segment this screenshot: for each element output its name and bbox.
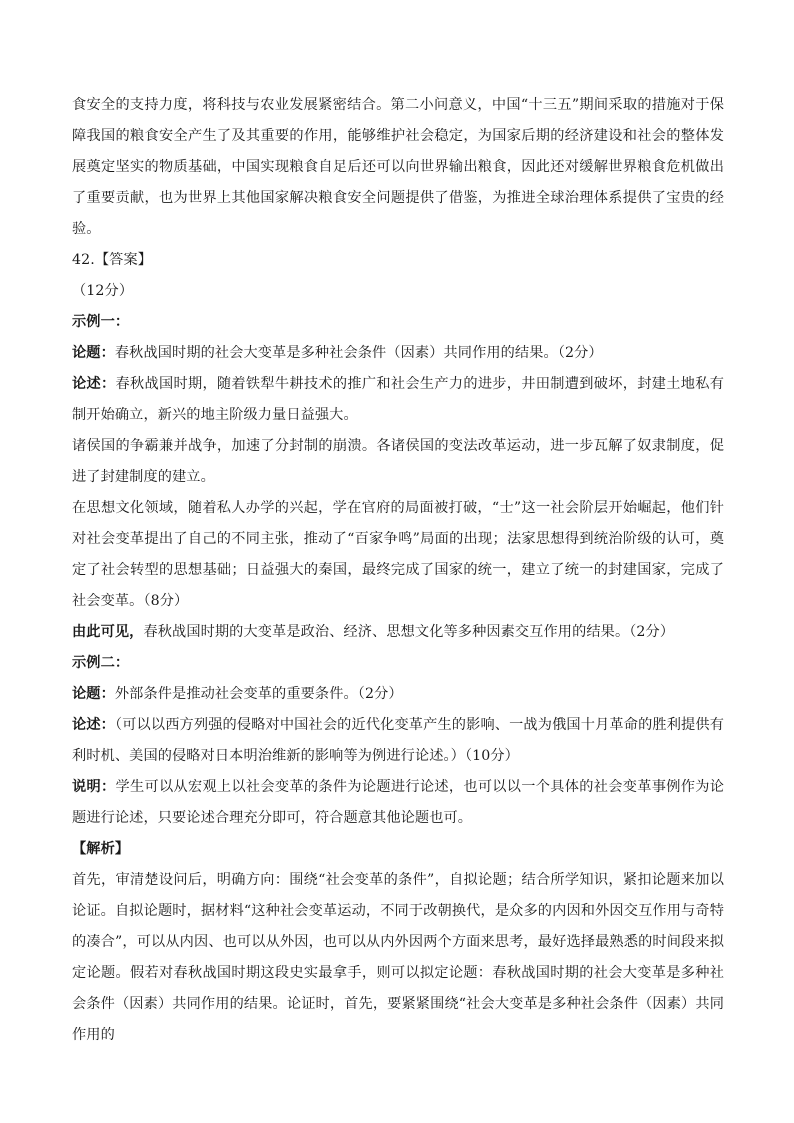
example-1-title: 示例一： (72, 314, 130, 330)
thesis-text: 春秋战国时期的社会大变革是多种社会条件（因素）共同作用的结果。（2分） (114, 345, 603, 361)
example-2-argument (72, 710, 724, 772)
note-text: 学生可以从宏观上以社会变革的条件为论题进行论述，也可以以一个具体的社会变革事例作为论题进行论述，只要论述合理充分即可，符合题意其他论题也可。 (72, 779, 724, 826)
document-page (72, 90, 724, 1051)
thesis-label: 论题： (72, 686, 115, 702)
thesis-label: 论题： (72, 345, 115, 361)
analysis-paragraph: 首先，审清楚设问后，明确方向：围绕“社会变革的条件”，自拟论题；结合所学知识，紧扣论题来加以论证。自拟论题时，据材料“这种社会变革运动，不同于改朝换代，是众多的内因和外因交互作用与奇特的凑合”，可以从内因、也可以从外因，也可以从内外因两个方面来思考，最好选择最熟悉的时间段来拟定论题。假若对春秋战国时期这段史实最拿手，则可以拟定论题：春秋战国时期的社会大变革是多种社会条件（因素）共同作用的结果。论证时，首先，要紧紧围绕“社会大变革是多种社会条件（因素）共同作用的 (72, 872, 724, 1043)
example-2-title: 示例二： (72, 655, 130, 671)
argument-label: 论述： (72, 717, 115, 733)
example-1-paragraph-2: 诸侯国的争霸兼并战争，加速了分封制的崩溃。各诸侯国的变法改革运动，进一步瓦解了奴隶制度，促进了封建制度的建立。 (72, 438, 724, 485)
question-42-answer-heading: 42.【答案】 (72, 252, 153, 268)
argument-text: 春秋战国时期，随着铁犁牛耕技术的推广和社会生产力的进步，井田制遭到破坏，封建土地私有制开始确立，新兴的地主阶级力量日益强大。 (72, 376, 724, 423)
conclusion-label: 由此可见， (72, 624, 144, 640)
example-1-paragraph-3: 在思想文化领域，随着私人办学的兴起，学在官府的局面被打破，“士”这一社会阶层开始崛起，他们针对社会变革提出了自己的不同主张，推动了“百家争鸣”局面的出现；法家思想得到统治阶级的认可，奠定了社会转型的思想基础；日益强大的秦国，最终完成了国家的统一，建立了统一的封建国家，完成了社会变革。（8分） (72, 500, 724, 609)
example-1-conclusion (72, 617, 724, 648)
thesis-text: 外部条件是推动社会变革的重要条件。（2分） (114, 686, 403, 702)
analysis-heading: 【解析】 (72, 841, 130, 857)
explanation-note (72, 772, 724, 834)
example-1-thesis (72, 338, 724, 369)
example-2-thesis (72, 679, 724, 710)
note-label: 说明： (72, 779, 116, 795)
argument-text: （可以以西方列强的侵略对中国社会的近代化变革产生的影响、一战为俄国十月革命的胜利提供有利时机、美国的侵略对日本明治维新的影响等为例进行论述。）（10分） (72, 717, 725, 764)
example-1-argument (72, 369, 724, 431)
intro-paragraph: 食安全的支持力度，将科技与农业发展紧密结合。第二小问意义，中国“十三五”期间采取的措施对于保障我国的粮食安全产生了及其重要的作用，能够维护社会稳定，为国家后期的经济建设和社会的整体发展奠定坚实的物质基础，中国实现粮食自足后还可以向世界输出粮食，因此还对缓解世界粮食危机做出了重要贡献，也为世界上其他国家解决粮食安全问题提供了借鉴，为推进全球治理体系提供了宝贵的经验。 (72, 97, 724, 237)
conclusion-text: 春秋战国时期的大变革是政治、经济、思想文化等多种因素交互作用的结果。（2分） (143, 624, 675, 640)
score-note: （12分） (72, 283, 134, 299)
argument-label: 论述： (72, 376, 116, 392)
